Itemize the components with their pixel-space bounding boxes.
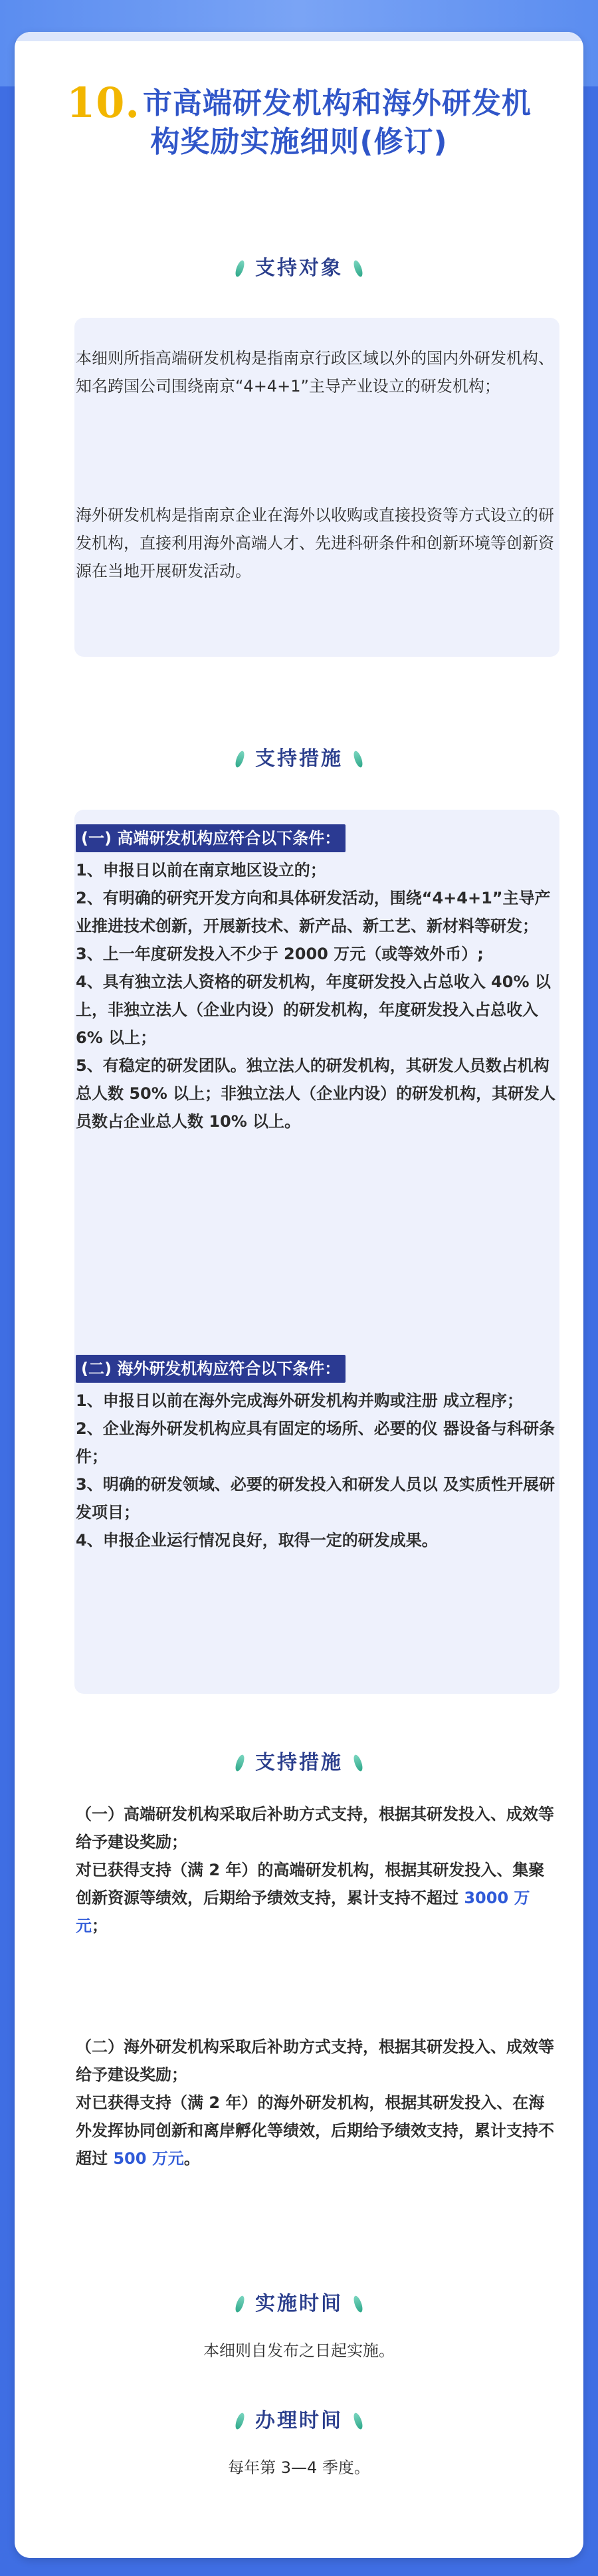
leaf-left-icon: [234, 2295, 246, 2313]
card-top-band: [15, 32, 583, 41]
condition-1-4: 4、具有独立法人资格的研发机构，年度研发投入占总收入 40% 以上，非独立法人（企业内设）的研发机构，年度研发投入占总收入 6% 以上；: [76, 973, 551, 1047]
section-heading-text: 支持措施: [255, 747, 343, 770]
section-heading-conditions: [15, 742, 583, 771]
title-line-2: 构奖励实施细则(修订): [150, 125, 448, 159]
section-heading-text: 支持对象: [255, 257, 343, 280]
section-heading-text: 办理时间: [255, 2409, 343, 2432]
leaf-left-icon: [234, 259, 246, 278]
condition-1-3: 3、上一年度研发投入不少于 2000 万元（或等效外币）;: [76, 945, 484, 963]
section-heading-measures: [15, 1746, 583, 1775]
part-1-label: (一) 高端研发机构应符合以下条件：: [76, 824, 346, 852]
condition-1-2: 2、有明确的研究开发方向和具体研发活动，围绕“4+4+1”主导产业推进技术创新，开展新技术、新产品、新工艺、新材料等研发；: [76, 889, 551, 935]
condition-1-5: 5、有稳定的研发团队。独立法人的研发机构，其研发人员数占机构总人数 50% 以上；非独立法人（企业内设）的研发机构，其研发人员数占企业总人数 10% 以上。: [76, 1056, 556, 1131]
page-title: [15, 78, 583, 162]
content-card: [15, 32, 583, 2558]
conditions-part-1: [76, 824, 559, 1135]
measure-2-intro: （二）海外研发机构采取后补助方式支持，根据其研发投入、成效等给予建设奖励；: [76, 2038, 554, 2084]
support-target-paragraph-2: 海外研发机构是指南京企业在海外以收购或直接投资等方式设立的研发机构，直接利用海外高端人才、先进科研条件和创新环境等创新资源在当地开展研发活动。: [76, 506, 554, 580]
leaf-right-icon: [352, 750, 364, 768]
section-heading-text: 实施时间: [255, 2292, 343, 2315]
support-target-paragraph-1: 本细则所指高端研发机构是指南京行政区域以外的国内外研发机构、知名跨国公司围绕南京“4+4+1”主导产业设立的研发机构；: [76, 349, 554, 396]
part-2-label: (二) 海外研发机构应符合以下条件：: [76, 1355, 346, 1383]
measure-1-intro: （一）高端研发机构采取后补助方式支持，根据其研发投入、成效等给予建设奖励；: [76, 1805, 554, 1851]
leaf-right-icon: [352, 1754, 364, 1772]
leaf-right-icon: [352, 259, 364, 278]
measure-2-amount: 500 万元: [113, 2149, 184, 2168]
section-heading-support-target: [15, 251, 583, 281]
measure-1-amount: 3000 万元: [76, 1889, 530, 1935]
condition-2-4: 4、申报企业运行情况良好，取得一定的研发成果。: [76, 1531, 438, 1550]
measure-1-detail: 对已获得支持（满 2 年）的高端研发机构，根据其研发投入、集聚创新资源等绩效，后期给予绩效支持，累计支持不超过 3000 万元；: [76, 1861, 545, 1935]
leaf-left-icon: [234, 1754, 246, 1772]
leaf-right-icon: [352, 2295, 364, 2313]
title-number: 10.: [66, 78, 140, 127]
measures-block-1: [76, 1800, 559, 1940]
title-line-1: 市高端研发机构和海外研发机: [142, 86, 532, 120]
leaf-left-icon: [234, 750, 246, 768]
processing-time-text: 每年第 3—4 季度。: [228, 2458, 370, 2477]
condition-2-3: 3、明确的研发领域、必要的研发投入和研发人员以 及实质性开展研发项目；: [76, 1475, 555, 1522]
measures-block-2: [76, 2033, 559, 2172]
effective-date-text: 本细则自发布之日起实施。: [203, 2341, 395, 2360]
leaf-left-icon: [234, 2412, 246, 2430]
section-heading-processing-time: [15, 2404, 583, 2433]
measure-2-detail: 对已获得支持（满 2 年）的海外研发机构，根据其研发投入、在海外发挥协同创新和离岸孵化等绩效，后期给予绩效支持，累计支持不超过 500 万元。: [76, 2093, 554, 2168]
section-heading-text: 支持措施: [255, 1751, 343, 1774]
condition-1-1: 1、申报日以前在南京地区设立的；: [76, 861, 326, 879]
conditions-part-2: [76, 1355, 559, 1554]
condition-2-2: 2、企业海外研发机构应具有固定的场所、必要的仪 器设备与科研条件；: [76, 1419, 555, 1466]
condition-2-1: 1、申报日以前在海外完成海外研发机构并购或注册 成立程序；: [76, 1391, 524, 1410]
section-heading-effective-date: [15, 2287, 583, 2316]
leaf-right-icon: [352, 2412, 364, 2430]
